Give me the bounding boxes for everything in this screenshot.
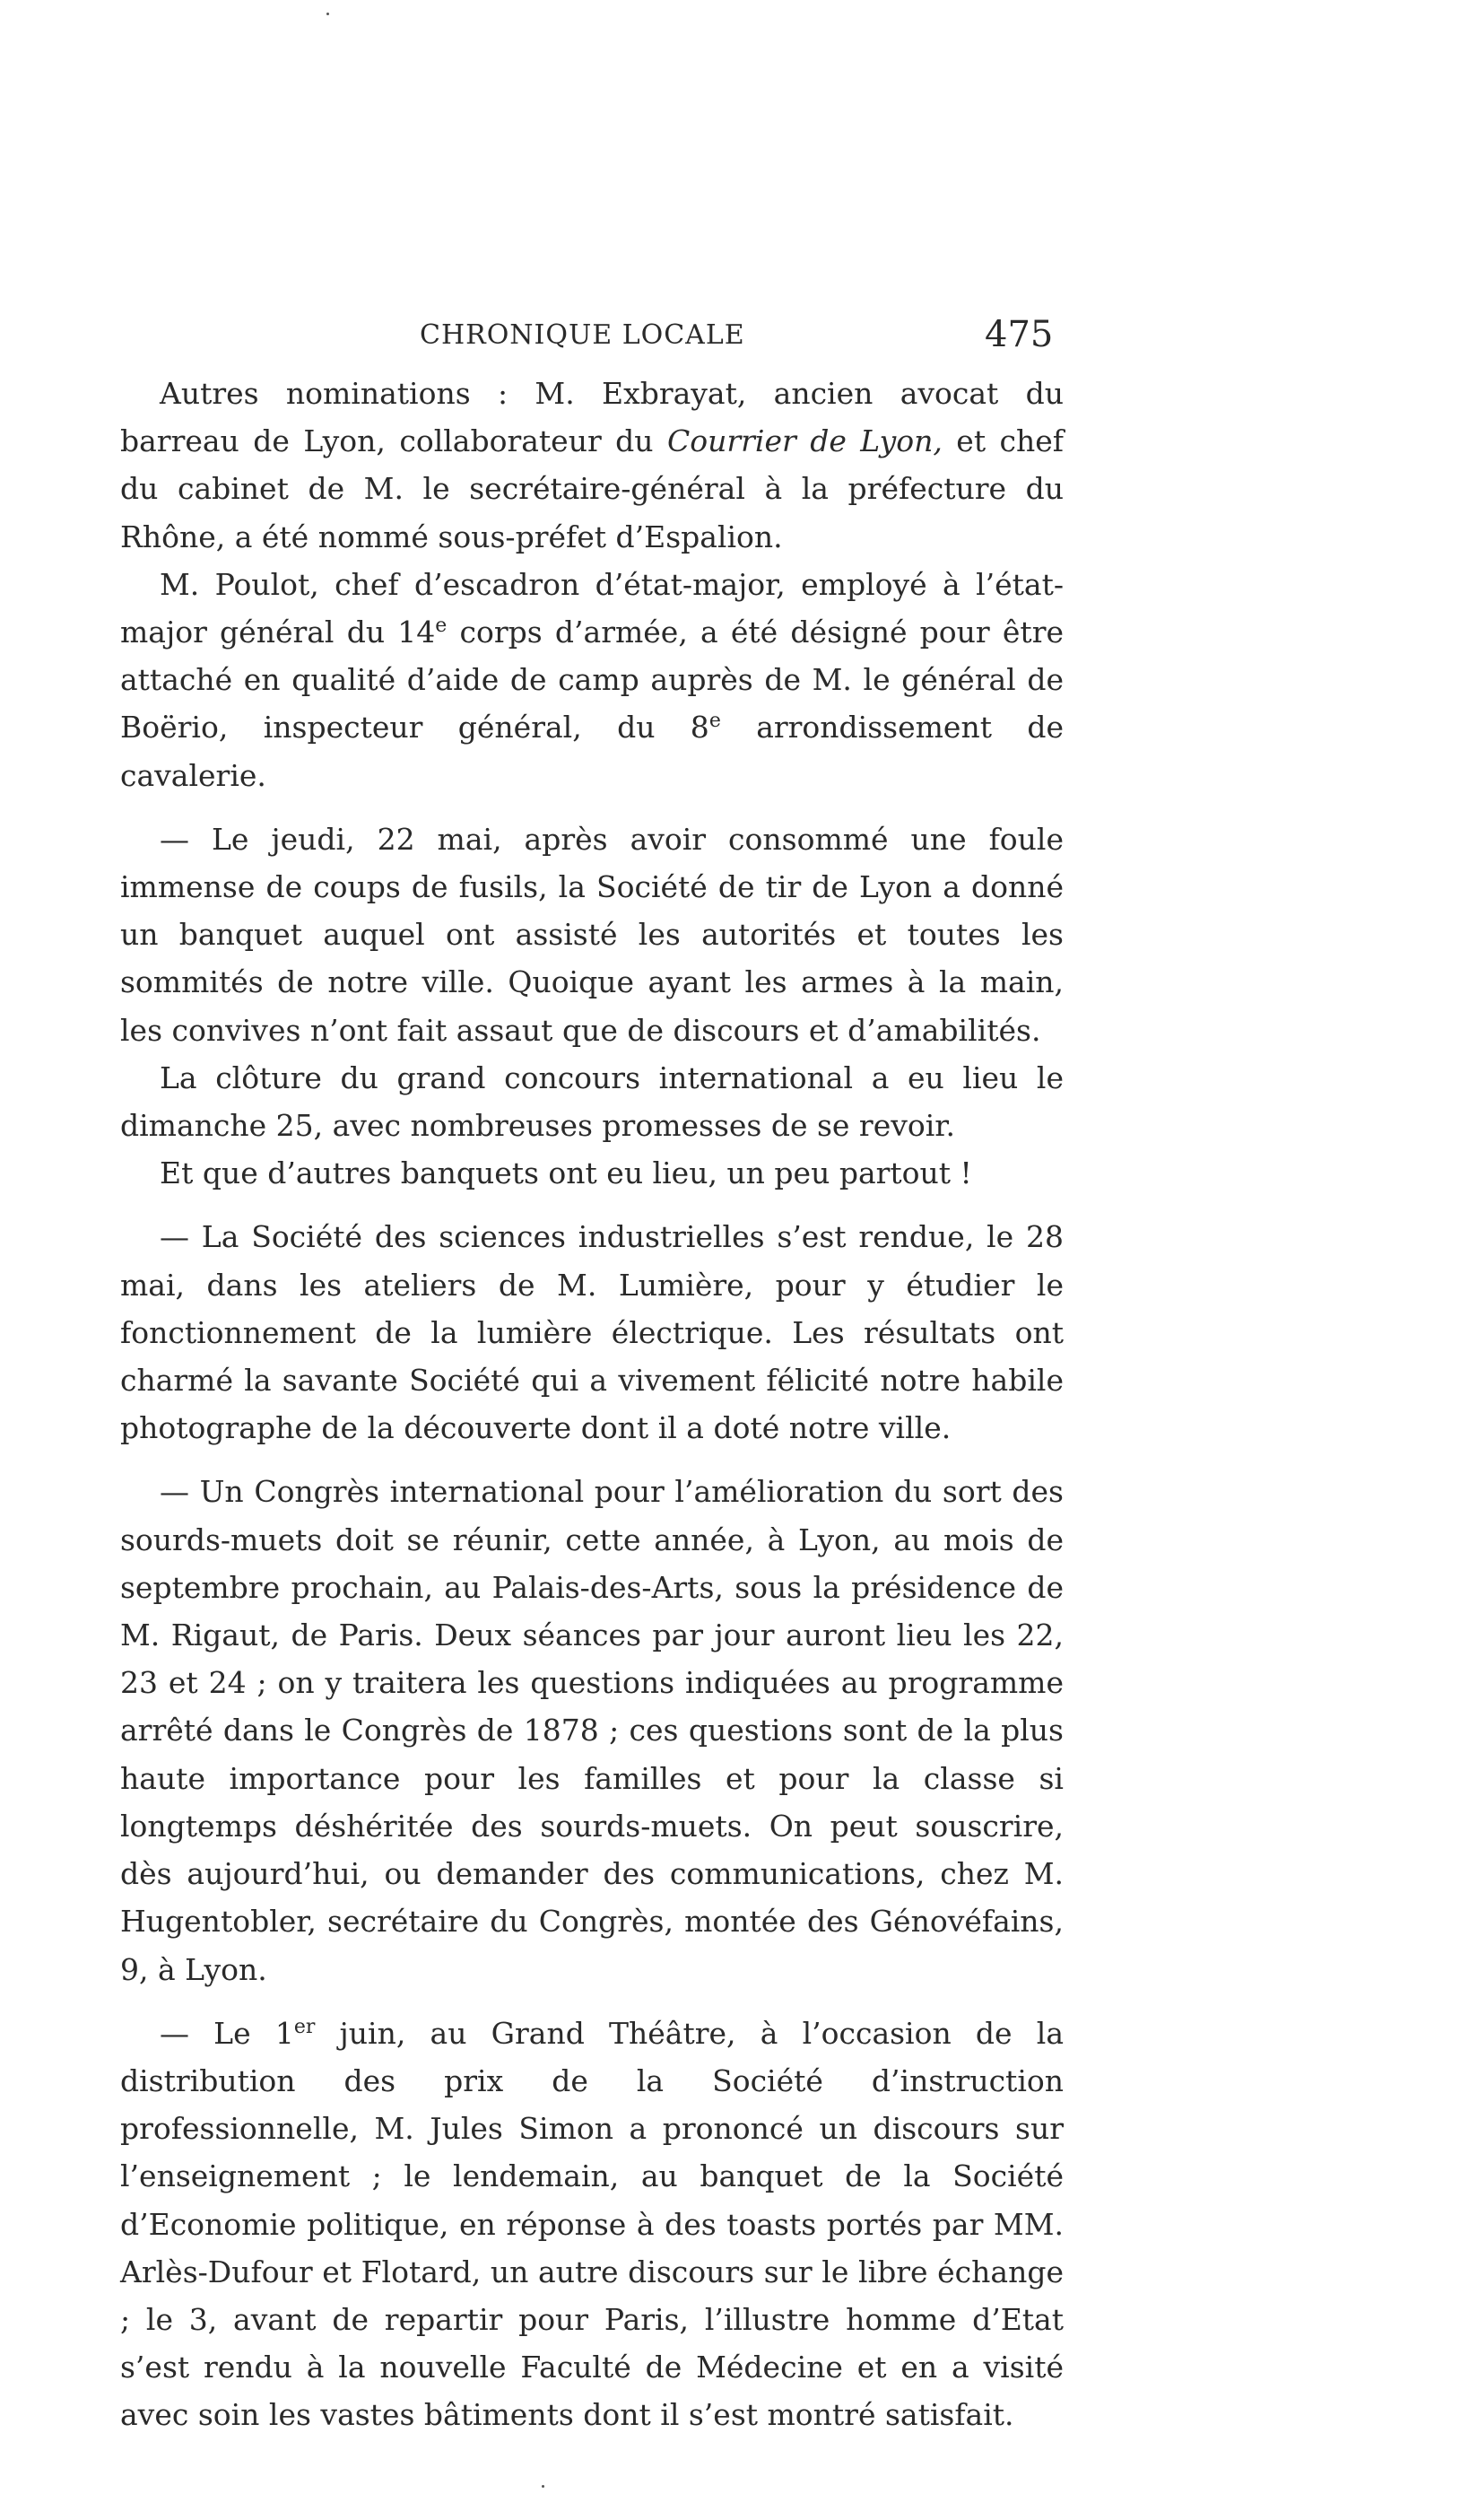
paragraph-poulot: M. Poulot, chef d’escadron d’état-major, employé à l’état-major général du 14e corps d’armée, a été désigné pour être attaché en qualité d’aide de camp auprès de M. le général de Boërio, inspecteur général, du 8e arrondissement de cavalerie. — [120, 566, 1064, 793]
paragraph-congres-sourds-muets: — Un Congrès international pour l’amélioration du sort des sourds-muets doit se réunir, cette année, à Lyon, au mois de septembre prochain, au Palais-des-Arts, sous la présidence de M. Rigaut, de Paris. Deux séances par jour auront lieu les 22, 23 et 24 ; on y traitera les questions indiquées au programme arrêté dans le Congrès de 1878 ; ces questions sont de la plus haute importance pour les familles et pour la classe si longtemps déshéritée des sourds-muets. On peut souscrire, dès aujourd’hui, ou demander des communications, chez M. Hugentobler, secrétaire du Congrès, montée des Génovéfains, 9, à Lyon. — [120, 1474, 1064, 1987]
superscript: er — [293, 2015, 316, 2038]
paper-speck — [542, 2485, 544, 2488]
paragraph-nominations: Autres nominations : M. Exbrayat, ancien avocat du barreau de Lyon, collaborateur du Courrier de Lyon, et chef du cabinet de M. le secrétaire-général à la préfecture du Rhône, a été nommé sous-préfet d’Espalion. — [120, 376, 1065, 554]
superscript: e — [708, 710, 721, 733]
superscript: e — [435, 615, 448, 638]
newspaper-title: Courrier de Lyon, — [666, 423, 943, 459]
running-title: CHRONIQUE LOCALE — [420, 319, 745, 351]
page-number: 475 — [985, 314, 1054, 355]
paragraph-banquets: Et que d’autres banquets ont eu lieu, un peu partout ! — [160, 1155, 972, 1191]
paper-speck — [326, 13, 329, 15]
running-head — [0, 314, 1469, 368]
paragraph-concours: La clôture du grand concours international a eu lieu le dimanche 25, avec nombreuses promesses de se revoir. — [120, 1059, 1064, 1144]
paragraph-jules-simon: — Le 1er juin, au Grand Théâtre, à l’occasion de la distribution des prix de la Société d’instruction professionnelle, M. Jules Simon a prononcé un discours sur l’enseignement ; le lendemain, au banquet de la Société d’Economie politique, en réponse à des toasts portés par MM. Arlès-Dufour et Flotard, un autre discours sur le libre échange ; le 3, avant de repartir pour Paris, l’illustre homme d’Etat s’est rendu à la nouvelle Faculté de Médecine et en a visité avec soin les vastes bâtiments dont il s’est montré satisfait. — [120, 2015, 1064, 2433]
paragraph-sciences-industrielles: — La Société des sciences industrielles s’est rendue, le 28 mai, dans les ateliers de M. Lumière, pour y étudier le fonctionnement de la lumière électrique. Les résultats ont charmé la savante Société qui a vivement félicité notre habile photographe de la découverte dont il a doté notre ville. — [120, 1219, 1064, 1446]
paragraph-societe-de-tir: — Le jeudi, 22 mai, après avoir consommé une foule immense de coups de fusils, la Société de tir de Lyon a donné un banquet auquel ont assisté les autorités et toutes les sommités de notre ville. Quoique ayant les armes à la main, les convives n’ont fait assaut que de discours et d’amabilités. — [120, 821, 1064, 1048]
article-body — [120, 370, 1064, 2439]
